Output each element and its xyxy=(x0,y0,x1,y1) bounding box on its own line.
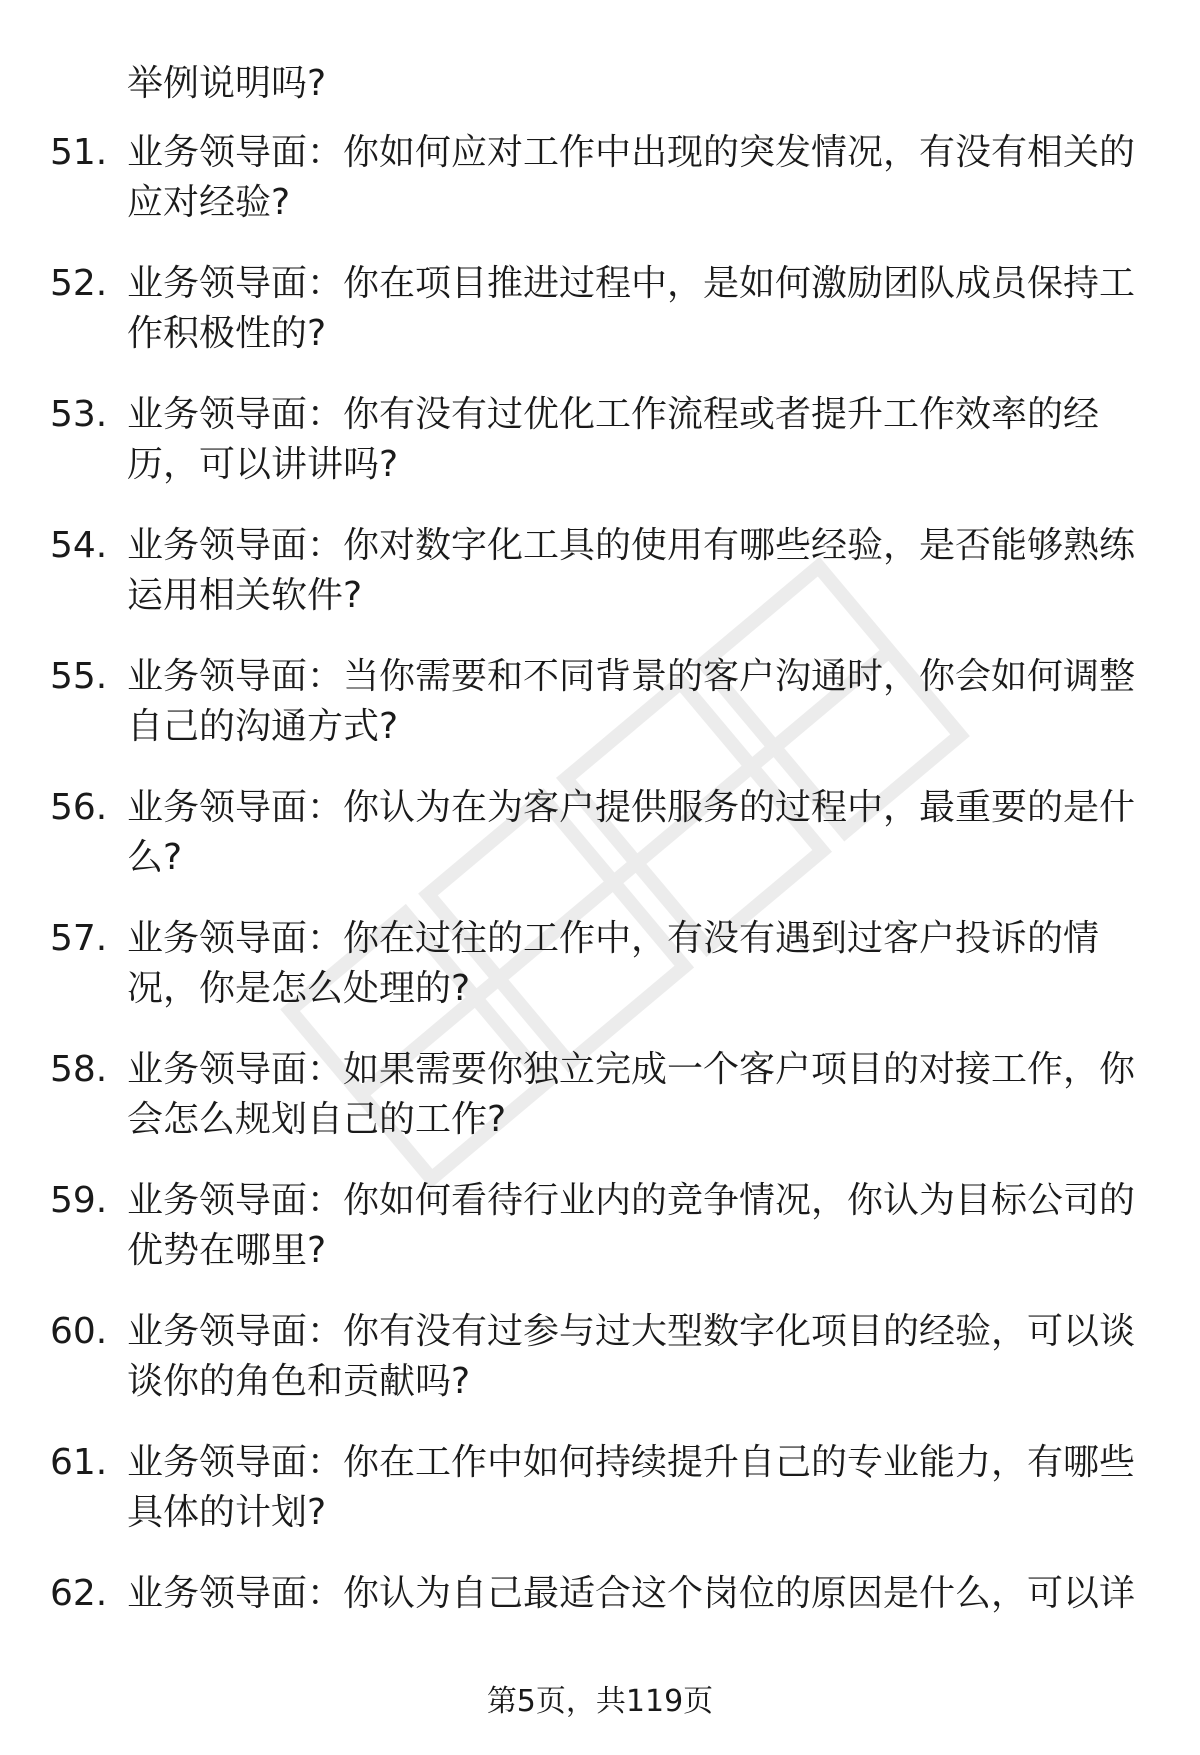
list-item xyxy=(0,1569,1200,1700)
question-list xyxy=(0,128,1200,1700)
continued-question-text: 举例说明吗? xyxy=(127,63,327,104)
list-item xyxy=(0,783,1200,914)
item-text: 业务领导面：你在工作中如何持续提升自己的专业能力，有哪些具体的计划? xyxy=(127,1442,1136,1533)
item-number: 57. xyxy=(50,918,108,959)
item-number: 59. xyxy=(50,1180,108,1221)
list-item xyxy=(0,652,1200,783)
item-text: 业务领导面：你认为自己最适合这个岗位的原因是什么，可以详 xyxy=(127,1573,1136,1614)
item-text: 业务领导面：你对数字化工具的使用有哪些经验，是否能够熟练运用相关软件? xyxy=(127,525,1136,616)
item-number: 55. xyxy=(50,656,108,697)
item-text: 业务领导面：你有没有过参与过大型数字化项目的经验，可以谈谈你的角色和贡献吗? xyxy=(127,1311,1136,1402)
item-number: 56. xyxy=(50,787,108,828)
item-text: 业务领导面：当你需要和不同背景的客户沟通时，你会如何调整自己的沟通方式? xyxy=(127,656,1136,747)
item-text: 业务领导面：如果需要你独立完成一个客户项目的对接工作，你会怎么规划自己的工作? xyxy=(127,1049,1136,1140)
item-text: 业务领导面：你如何看待行业内的竞争情况，你认为目标公司的优势在哪里? xyxy=(127,1180,1136,1271)
list-item xyxy=(0,1176,1200,1307)
item-number: 51. xyxy=(50,132,108,173)
list-item xyxy=(0,521,1200,652)
list-item xyxy=(0,390,1200,521)
item-text: 业务领导面：你在项目推进过程中，是如何激励团队成员保持工作积极性的? xyxy=(127,263,1136,354)
item-number: 61. xyxy=(50,1442,108,1483)
page-footer: 第5页，共119页 xyxy=(486,1684,714,1719)
item-text: 业务领导面：你认为在为客户提供服务的过程中，最重要的是什么? xyxy=(127,787,1136,878)
list-item xyxy=(0,128,1200,259)
list-item xyxy=(0,259,1200,390)
item-number: 58. xyxy=(50,1049,108,1090)
item-number: 52. xyxy=(50,263,108,304)
list-item xyxy=(0,1307,1200,1438)
list-item xyxy=(0,1438,1200,1569)
list-item xyxy=(0,1045,1200,1176)
item-text: 业务领导面：你如何应对工作中出现的突发情况，有没有相关的应对经验? xyxy=(127,132,1136,223)
item-number: 53. xyxy=(50,394,108,435)
item-number: 60. xyxy=(50,1311,108,1352)
item-number: 62. xyxy=(50,1573,108,1614)
item-text: 业务领导面：你在过往的工作中，有没有遇到过客户投诉的情况，你是怎么处理的? xyxy=(127,918,1100,1009)
item-text: 业务领导面：你有没有过优化工作流程或者提升工作效率的经历，可以讲讲吗? xyxy=(127,394,1100,485)
item-number: 54. xyxy=(50,525,108,566)
list-item xyxy=(0,914,1200,1045)
